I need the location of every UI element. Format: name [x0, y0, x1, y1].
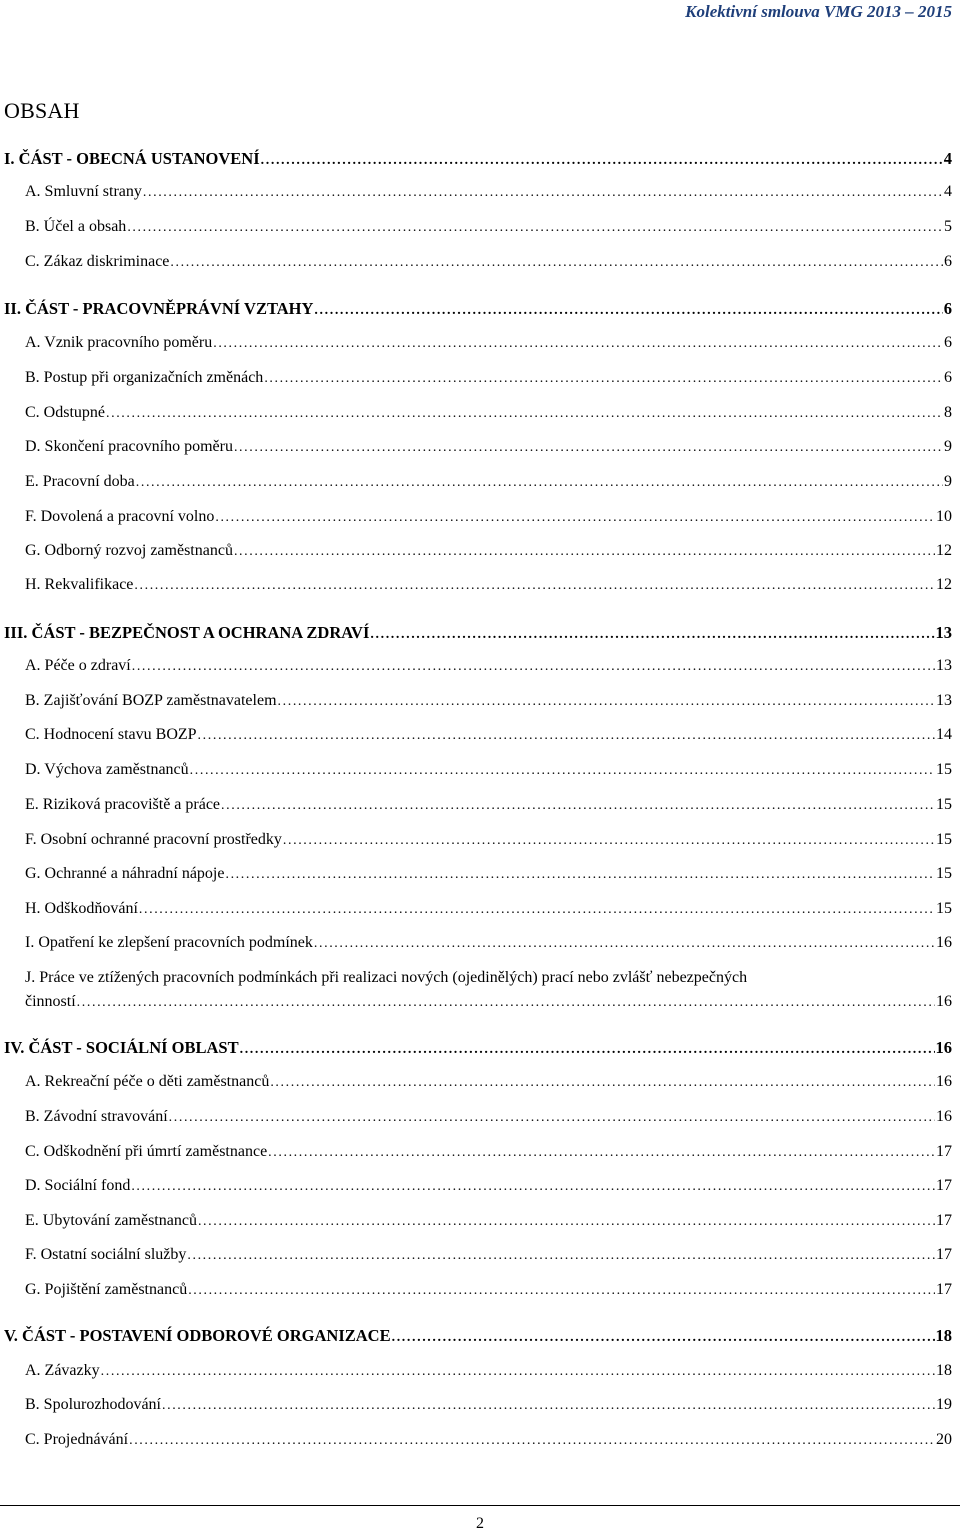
- toc-page-number: 6: [944, 334, 952, 351]
- dot-leader: [77, 992, 935, 1014]
- dot-leader: [190, 760, 935, 782]
- toc-entry-text: III. ČÁST - BEZPEČNOST A OCHRANA ZDRAVÍ: [4, 623, 370, 642]
- dot-leader: [143, 182, 943, 204]
- footer-divider: [0, 1505, 960, 1506]
- toc-entry-text: E. Ubytování zaměstnanců: [25, 1212, 197, 1229]
- toc-entry-text: G. Ochranné a náhradní nápoje: [25, 865, 225, 882]
- dot-leader: [131, 1176, 935, 1198]
- dot-leader: [188, 1280, 935, 1302]
- toc-page-number: 16: [936, 1108, 952, 1125]
- toc-entry-text: D. Sociální fond: [25, 1177, 131, 1194]
- toc-page-number: 6: [944, 253, 952, 270]
- toc-entry-text: J. Práce ve ztížených pracovních podmínkách při realizaci nových (ojedinělých) prací nebo zvlášť nebezpečných: [25, 969, 748, 986]
- dot-leader: [270, 1072, 935, 1094]
- toc-page-number: 14: [936, 726, 952, 743]
- dot-leader: [139, 899, 935, 921]
- dot-leader: [268, 1142, 935, 1164]
- toc-entry-text: C. Projednávání: [25, 1431, 129, 1448]
- toc-page-number: 19: [936, 1396, 952, 1413]
- dot-leader: [129, 1430, 935, 1452]
- dot-leader: [101, 1361, 935, 1383]
- dot-leader: [132, 656, 935, 678]
- toc-page-number: 16: [936, 993, 952, 1010]
- dot-leader: [221, 795, 935, 817]
- toc-entry-text: C. Odškodnění při úmrtí zaměstnance: [25, 1143, 268, 1160]
- toc-entry-text: F. Osobní ochranné pracovní prostředky: [25, 831, 282, 848]
- toc-page-number: 15: [936, 831, 952, 848]
- toc-entry-text: C. Hodnocení stavu BOZP: [25, 726, 197, 743]
- dot-leader: [169, 1107, 935, 1129]
- toc-page-number: 17: [936, 1246, 952, 1263]
- dot-leader: [240, 1039, 935, 1061]
- toc-entry-text: C. Zákaz diskriminace: [25, 253, 170, 270]
- toc-page-number: 18: [936, 1362, 952, 1379]
- toc-page-number: 20: [936, 1431, 952, 1448]
- dot-leader: [162, 1395, 935, 1417]
- dot-leader: [370, 624, 934, 646]
- dot-leader: [106, 403, 943, 425]
- toc-page-number: 12: [936, 576, 952, 593]
- toc-page-number: 15: [936, 900, 952, 917]
- toc-page-number: 17: [936, 1281, 952, 1298]
- toc-page-number: 4: [943, 149, 952, 168]
- toc-page-number: 9: [944, 473, 952, 490]
- toc-entry-text: D. Výchova zaměstnanců: [25, 761, 189, 778]
- dot-leader: [225, 864, 935, 886]
- toc-entry-text: II. ČÁST - PRACOVNĚPRÁVNÍ VZTAHY: [4, 299, 314, 318]
- toc-entry-text: B. Závodní stravování: [25, 1108, 168, 1125]
- toc-page-number: 10: [936, 508, 952, 525]
- dot-leader: [136, 472, 943, 494]
- toc-entry-text: A. Vznik pracovního poměru: [25, 334, 213, 351]
- dot-leader: [198, 725, 935, 747]
- dot-leader: [278, 691, 935, 713]
- toc-entry-text: I. ČÁST - OBECNÁ USTANOVENÍ: [4, 149, 260, 168]
- dot-leader: [314, 300, 942, 322]
- toc-entry-text: A. Smluvní strany: [25, 183, 142, 200]
- toc-page-number: 9: [944, 438, 952, 455]
- dot-leader: [127, 217, 943, 239]
- toc-page-number: 13: [936, 692, 952, 709]
- toc-page-number: 15: [936, 865, 952, 882]
- dot-leader: [215, 507, 935, 529]
- dot-leader: [187, 1245, 935, 1267]
- dot-leader: [234, 541, 935, 563]
- toc-page-number: 17: [936, 1212, 952, 1229]
- toc-page-number: 5: [944, 218, 952, 235]
- toc-page-number: 6: [943, 299, 952, 318]
- toc-entry-text: F. Dovolená a pracovní volno: [25, 508, 215, 525]
- toc-page-number: 8: [944, 404, 952, 421]
- toc-entry-text: G. Odborný rozvoj zaměstnanců: [25, 542, 233, 559]
- dot-leader: [264, 368, 943, 390]
- toc-page-number: 15: [936, 796, 952, 813]
- dot-leader: [170, 252, 943, 274]
- toc-title: OBSAH: [4, 98, 80, 123]
- toc-entry-text: IV. ČÁST - SOCIÁLNÍ OBLAST: [4, 1038, 239, 1057]
- toc-page-number: 17: [936, 1177, 952, 1194]
- toc-entry-text: D. Skončení pracovního poměru: [25, 438, 233, 455]
- toc-page-number: 12: [936, 542, 952, 559]
- page-number: 2: [476, 1515, 484, 1532]
- toc-entry-text: H. Rekvalifikace: [25, 576, 134, 593]
- toc-entry-text: činností: [25, 993, 76, 1010]
- dot-leader: [261, 150, 943, 172]
- toc-entry-text: A. Rekreační péče o děti zaměstnanců: [25, 1073, 270, 1090]
- toc-entry-text: A. Závazky: [25, 1362, 100, 1379]
- toc-entry-text: B. Účel a obsah: [25, 218, 127, 235]
- toc-entry-text: A. Péče o zdraví: [25, 657, 131, 674]
- toc-entry-text: V. ČÁST - POSTAVENÍ ODBOROVÉ ORGANIZACE: [4, 1326, 391, 1345]
- toc-page-number: 15: [936, 761, 952, 778]
- toc-entry-text: F. Ostatní sociální služby: [25, 1246, 187, 1263]
- toc-entry-text: B. Zajišťování BOZP zaměstnavatelem: [25, 692, 277, 709]
- dot-leader: [198, 1211, 935, 1233]
- toc-entry-text: E. Pracovní doba: [25, 473, 135, 490]
- toc-page-number: 4: [944, 183, 952, 200]
- toc-page-number: 13: [936, 657, 952, 674]
- toc-entry-text: H. Odškodňování: [25, 900, 138, 917]
- toc-entry-text: G. Pojištění zaměstnanců: [25, 1281, 188, 1298]
- toc-page-number: 6: [944, 369, 952, 386]
- document-header: Kolektivní smlouva VMG 2013 – 2015: [685, 2, 952, 21]
- toc-page-number: 18: [935, 1326, 952, 1345]
- dot-leader: [234, 437, 943, 459]
- toc-entry-text: C. Odstupné: [25, 404, 105, 421]
- toc-page-number: 16: [936, 934, 952, 951]
- toc-page-number: 13: [935, 623, 952, 642]
- toc-entry-text: I. Opatření ke zlepšení pracovních podmínek: [25, 934, 313, 951]
- toc-entry-text: E. Riziková pracoviště a práce: [25, 796, 221, 813]
- dot-leader: [392, 1327, 935, 1349]
- dot-leader: [134, 575, 935, 597]
- toc-entry-text: B. Spolurozhodování: [25, 1396, 161, 1413]
- dot-leader: [314, 933, 935, 955]
- toc-page-number: 16: [935, 1038, 952, 1057]
- toc-page-number: 16: [936, 1073, 952, 1090]
- dot-leader: [213, 333, 943, 355]
- toc-page-number: 17: [936, 1143, 952, 1160]
- toc-entry-text: B. Postup při organizačních změnách: [25, 369, 264, 386]
- dot-leader: [283, 830, 935, 852]
